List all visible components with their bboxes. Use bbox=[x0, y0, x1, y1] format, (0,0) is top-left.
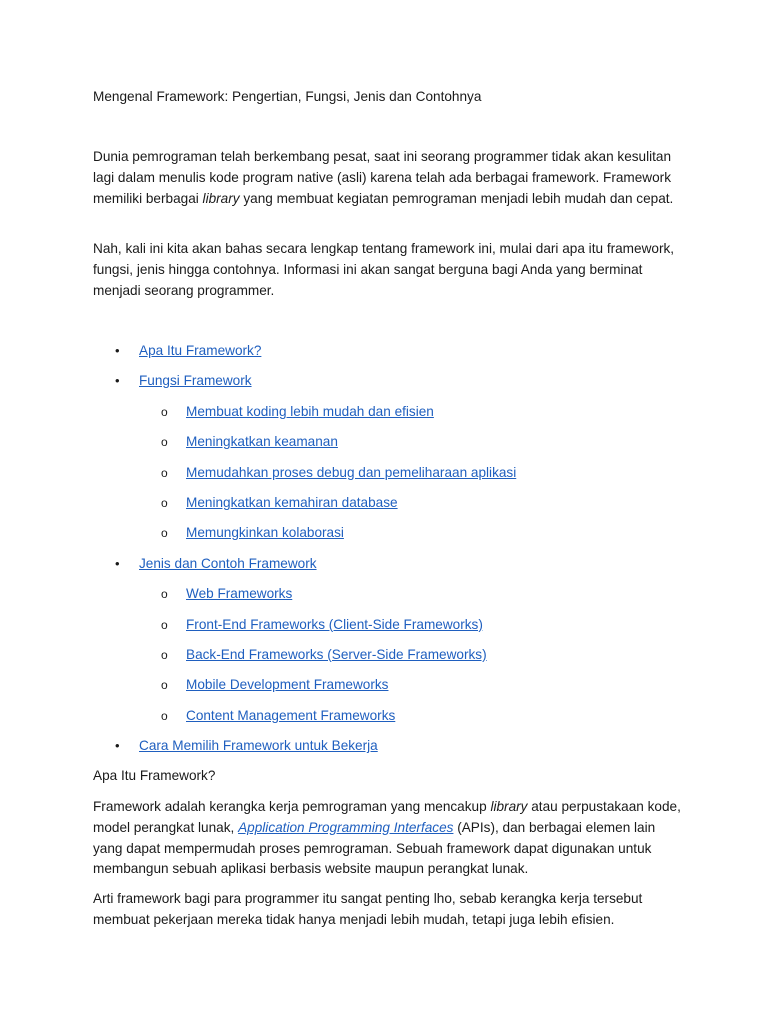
bullet-icon: • bbox=[115, 738, 120, 754]
intro-paragraph-2: Nah, kali ini kita akan bahas secara lengkap tentang framework ini, mulai dari apa itu framework, fungsi, jenis hingga contohnya. Informasi ini akan sangat berguna bagi Anda yang berminat menjadi seorang programmer. bbox=[93, 241, 675, 298]
table-of-contents bbox=[93, 341, 693, 766]
toc-subitem bbox=[93, 645, 693, 675]
api-link[interactable]: Application Programming Interfaces bbox=[238, 819, 454, 835]
section-paragraph-2: Arti framework bagi para programmer itu sangat penting lho, sebab kerangka kerja tersebut membuat pekerjaan mereka tidak hanya menjadi lebih mudah, tetapi juga lebih efisien. bbox=[93, 891, 643, 927]
section-paragraph-1 bbox=[93, 797, 683, 880]
bullet-icon: • bbox=[115, 343, 120, 358]
circle-bullet-icon: o bbox=[161, 495, 168, 510]
circle-bullet-icon: o bbox=[161, 404, 168, 419]
toc-link-jenis-5[interactable]: Content Management Frameworks bbox=[186, 707, 396, 723]
p3-text-b: atau perpustakaan kode, model perangkat lunak, bbox=[93, 799, 681, 835]
bullet-icon: • bbox=[115, 373, 120, 389]
toc-link-fungsi-4[interactable]: Meningkatkan kemahiran database bbox=[186, 494, 398, 510]
intro-p1-text-a: Dunia pemrograman telah berkembang pesat, saat ini seorang programmer tidak akan kesulitan lagi dalam menulis kode program native (asli) karena telah ada berbagai framework. Framework memiliki berbagai bbox=[93, 149, 672, 206]
toc-subitem bbox=[93, 706, 693, 736]
toc-link-fungsi-5[interactable]: Memungkinkan kolaborasi bbox=[186, 525, 344, 541]
p3-text-c: (APIs), dan berbagai elemen lain yang dapat mempermudah proses pemrograman. Sebuah framework dapat digunakan untuk membangun sebuah aplikasi berbasis website maupun perangkat lunak. bbox=[93, 819, 656, 877]
intro-paragraph-1 bbox=[93, 147, 683, 209]
toc-link-cara-memilih[interactable]: Cara Memilih Framework untuk Bekerja bbox=[139, 738, 378, 754]
toc-item bbox=[93, 554, 693, 584]
toc-link-fungsi-2[interactable]: Meningkatkan keamanan bbox=[186, 434, 338, 450]
toc-link-fungsi-framework[interactable]: Fungsi Framework bbox=[139, 373, 252, 389]
intro-p1-emphasis: library bbox=[202, 190, 240, 206]
toc-subitem bbox=[93, 463, 693, 493]
circle-bullet-icon: o bbox=[161, 708, 168, 723]
toc-link-jenis-1[interactable]: Web Frameworks bbox=[186, 586, 293, 602]
circle-bullet-icon: o bbox=[161, 526, 168, 541]
p3-text-a: Framework adalah kerangka kerja pemrograman yang mencakup bbox=[93, 799, 491, 814]
toc-link-fungsi-3[interactable]: Memudahkan proses debug dan pemeliharaan aplikasi bbox=[186, 464, 517, 480]
toc-subitem bbox=[93, 615, 693, 645]
circle-bullet-icon: o bbox=[161, 647, 168, 662]
circle-bullet-icon: o bbox=[161, 465, 168, 480]
toc-subitem bbox=[93, 523, 693, 553]
toc-item bbox=[93, 371, 693, 401]
section-heading: Apa Itu Framework? bbox=[93, 768, 216, 783]
toc-link-jenis-2[interactable]: Front-End Frameworks (Client-Side Frameworks) bbox=[186, 616, 483, 632]
circle-bullet-icon: o bbox=[161, 617, 168, 632]
circle-bullet-icon: o bbox=[161, 587, 168, 602]
circle-bullet-icon: o bbox=[161, 678, 168, 693]
toc-subitem bbox=[93, 402, 693, 432]
intro-p1-text-b: yang membuat kegiatan pemrograman menjadi lebih mudah dan cepat. bbox=[239, 190, 674, 206]
p3-emphasis: library bbox=[490, 799, 528, 814]
toc-subitem bbox=[93, 432, 693, 462]
toc-subitem bbox=[93, 675, 693, 705]
toc-subitem bbox=[93, 584, 693, 614]
toc-item bbox=[93, 341, 693, 371]
toc-item bbox=[93, 736, 693, 766]
toc-link-jenis-3[interactable]: Back-End Frameworks (Server-Side Frameworks) bbox=[186, 646, 487, 662]
circle-bullet-icon: o bbox=[161, 435, 168, 450]
toc-subitem bbox=[93, 493, 693, 523]
toc-link-fungsi-1[interactable]: Membuat koding lebih mudah dan efisien bbox=[186, 403, 434, 419]
toc-link-jenis-dan-contoh[interactable]: Jenis dan Contoh Framework bbox=[139, 555, 317, 571]
toc-link-apa-itu-framework[interactable]: Apa Itu Framework? bbox=[139, 343, 262, 358]
toc-link-jenis-4[interactable]: Mobile Development Frameworks bbox=[186, 677, 389, 693]
document-title: Mengenal Framework: Pengertian, Fungsi, Jenis dan Contohnya bbox=[93, 89, 482, 104]
bullet-icon: • bbox=[115, 555, 120, 571]
